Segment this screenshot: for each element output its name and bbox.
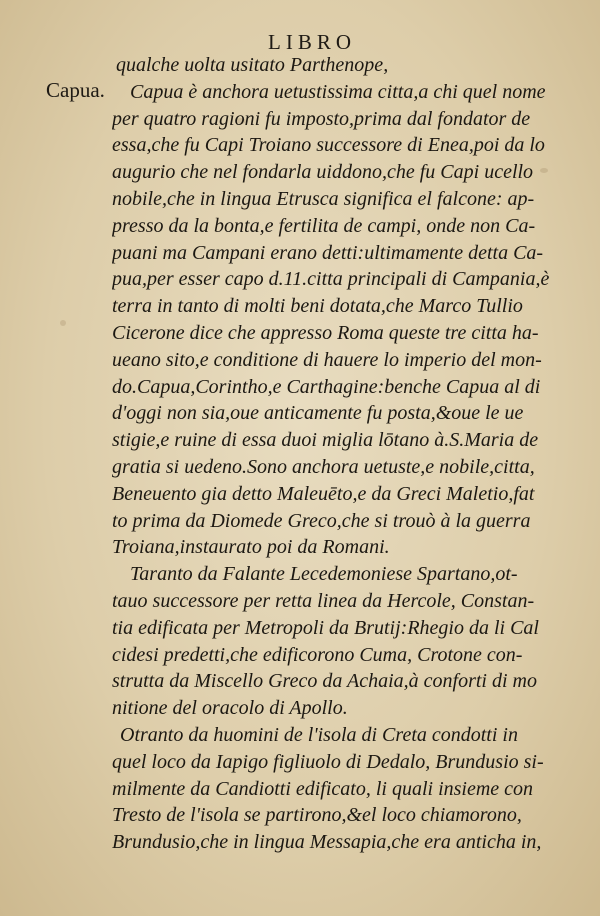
text-line: tauo successore per retta linea da Hercole, Constan- <box>112 589 535 612</box>
text-line: gratia si uedeno.Sono anchora uetuste,e nobile,citta, <box>112 455 535 478</box>
text-line: ueano sito,e conditione di hauere lo imperio del mon- <box>112 348 542 371</box>
text-line: d'oggi non sia,oue anticamente fu posta,&oue le ue <box>112 402 524 425</box>
text-line: puani ma Campani erano detti:ultimamente detta Ca- <box>112 241 544 264</box>
text-line: Troiana,instaurato poi da Romani. <box>112 536 390 559</box>
text-line: terra in tanto di molti beni dotata,che Marco Tullio <box>112 295 523 318</box>
text-block <box>112 52 552 856</box>
text-line: pua,per esser capo d.11.citta principali di Campania,è <box>112 268 550 291</box>
text-line: augurio che nel fondarla uiddono,che fu Capi ucello <box>112 161 534 184</box>
text-line: per quatro ragioni fu imposto,prima dal fondator de <box>112 107 531 130</box>
text-line: quel loco da Iapigo figliuolo di Dedalo, Brundusio si- <box>112 750 544 773</box>
text-line: Cicerone dice che appresso Roma queste tre citta ha- <box>112 321 539 344</box>
text-line: cidesi predetti,che edificorono Cuma, Crotone con- <box>112 643 523 666</box>
text-line: Capua è anchora uetustissima citta,a chi quel nome <box>130 80 546 103</box>
text-line: Brundusio,che in lingua Messapia,che era anticha in, <box>112 831 542 854</box>
text-line: to prima da Diomede Greco,che si trouò à la guerra <box>112 509 531 532</box>
text-line: presso da la bonta,e fertilita de campi, onde non Ca- <box>112 214 536 237</box>
text-line: Taranto da Falante Lecedemoniese Spartano,ot- <box>130 563 518 586</box>
text-line: nitione del oracolo di Apollo. <box>112 697 348 720</box>
running-header: LIBRO <box>268 30 356 54</box>
text-line: Tresto de l'isola se partirono,&el loco chiamorono, <box>112 804 522 827</box>
text-line: Beneuento gia detto Maleuēto,e da Greci Maletio,fat <box>112 482 535 505</box>
text-line: qualche uolta usitato Parthenope, <box>116 54 389 76</box>
text-line: stigie,e ruine di essa duoi miglia lōtano à.S.Maria de <box>112 429 539 452</box>
text-line: Otranto da huomini de l'isola di Creta condotti in <box>120 723 518 746</box>
text-line: essa,che fu Capi Troiano successore di Enea,poi da lo <box>112 134 545 157</box>
text-line: strutta da Miscello Greco da Achaia,à conforti di mo <box>112 670 537 693</box>
foxing-spot <box>60 320 66 326</box>
text-line: do.Capua,Corintho,e Carthagine:benche Capua al di <box>112 375 541 398</box>
margin-note: Capua. <box>46 78 105 102</box>
text-line: tia edificata per Metropoli da Brutij:Rhegio da li Cal <box>112 616 539 639</box>
text-line: milmente da Candiotti edificato, li quali insieme con <box>112 777 534 800</box>
text-line: nobile,che in lingua Etrusca significa el falcone: ap- <box>112 187 535 210</box>
